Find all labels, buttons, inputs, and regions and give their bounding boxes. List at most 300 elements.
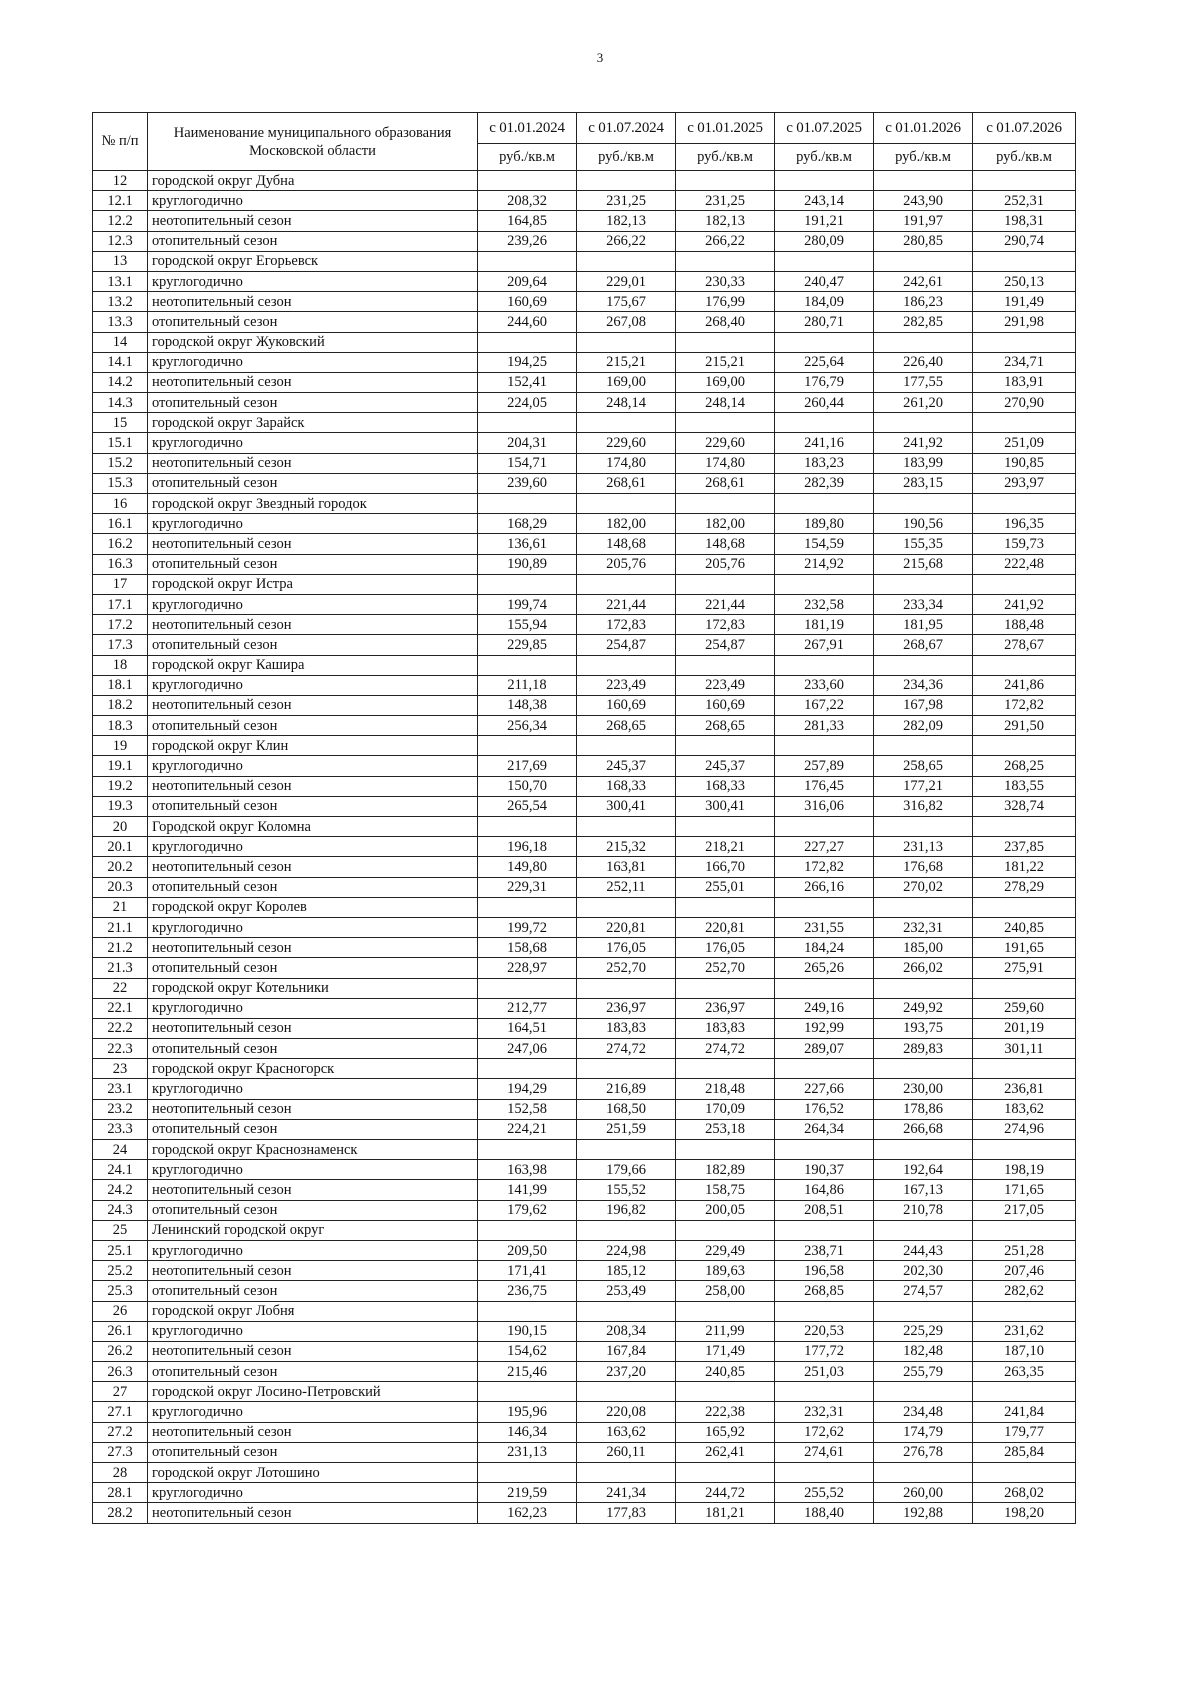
row-name: городской округ Истра <box>148 574 478 594</box>
row-number: 20.2 <box>93 857 148 877</box>
tariff-value-cell: 247,06 <box>478 1039 577 1059</box>
municipality-row <box>93 736 1076 756</box>
tariff-value-cell: 198,19 <box>973 1160 1076 1180</box>
tariff-value-cell <box>973 413 1076 433</box>
row-name: круглогодично <box>148 1079 478 1099</box>
table-row <box>93 1180 1076 1200</box>
row-number: 12.3 <box>93 231 148 251</box>
tariff-value-cell <box>775 1301 874 1321</box>
tariff-value-cell <box>775 978 874 998</box>
row-name: городской округ Кашира <box>148 655 478 675</box>
row-name: неотопительный сезон <box>148 534 478 554</box>
row-number: 21 <box>93 897 148 917</box>
tariff-value-cell <box>577 494 676 514</box>
table-row <box>93 1079 1076 1099</box>
tariff-value-cell: 189,63 <box>676 1261 775 1281</box>
tariff-value-cell: 258,00 <box>676 1281 775 1301</box>
tariff-value-cell: 201,19 <box>973 1018 1076 1038</box>
tariff-value-cell: 174,79 <box>874 1422 973 1442</box>
row-number: 16.2 <box>93 534 148 554</box>
tariff-value-cell: 261,20 <box>874 393 973 413</box>
row-number: 22.2 <box>93 1018 148 1038</box>
table-row <box>93 1503 1076 1523</box>
tariff-value-cell: 267,91 <box>775 635 874 655</box>
row-number: 15.3 <box>93 473 148 493</box>
tariff-value-cell: 183,55 <box>973 776 1076 796</box>
row-name: Городской округ Коломна <box>148 817 478 837</box>
tariff-value-cell: 167,84 <box>577 1341 676 1361</box>
tariff-value-cell: 170,09 <box>676 1099 775 1119</box>
row-name: неотопительный сезон <box>148 1503 478 1523</box>
tariff-value-cell: 259,60 <box>973 998 1076 1018</box>
row-number: 12 <box>93 171 148 191</box>
tariff-value-cell: 263,35 <box>973 1362 1076 1382</box>
row-name: отопительный сезон <box>148 1039 478 1059</box>
tariff-value-cell: 245,37 <box>577 756 676 776</box>
tariff-value-cell: 280,85 <box>874 231 973 251</box>
tariff-value-cell: 166,70 <box>676 857 775 877</box>
tariff-value-cell <box>676 574 775 594</box>
tariff-value-cell <box>577 978 676 998</box>
row-number: 17.2 <box>93 615 148 635</box>
table-row <box>93 271 1076 291</box>
tariff-value-cell: 221,44 <box>676 594 775 614</box>
tariff-value-cell: 278,29 <box>973 877 1076 897</box>
tariff-value-cell: 215,32 <box>577 837 676 857</box>
tariff-value-cell: 182,89 <box>676 1160 775 1180</box>
tariff-value-cell: 191,21 <box>775 211 874 231</box>
tariff-value-cell: 218,48 <box>676 1079 775 1099</box>
tariff-value-cell: 223,49 <box>676 675 775 695</box>
tariff-value-cell: 280,09 <box>775 231 874 251</box>
tariff-value-cell <box>973 655 1076 675</box>
row-number: 20.3 <box>93 877 148 897</box>
tariff-value-cell: 217,69 <box>478 756 577 776</box>
tariff-value-cell: 175,67 <box>577 292 676 312</box>
row-name: круглогодично <box>148 191 478 211</box>
tariff-value-cell <box>676 494 775 514</box>
tariff-value-cell: 183,83 <box>577 1018 676 1038</box>
tariff-value-cell <box>478 978 577 998</box>
tariff-value-cell <box>874 655 973 675</box>
row-number: 21.2 <box>93 938 148 958</box>
tariff-value-cell: 268,02 <box>973 1483 1076 1503</box>
tariff-value-cell: 241,84 <box>973 1402 1076 1422</box>
tariff-value-cell: 188,40 <box>775 1503 874 1523</box>
tariff-value-cell: 289,83 <box>874 1039 973 1059</box>
tariff-value-cell <box>577 251 676 271</box>
tariff-value-cell: 244,43 <box>874 1240 973 1260</box>
row-name: круглогодично <box>148 1321 478 1341</box>
tariff-value-cell: 167,22 <box>775 695 874 715</box>
tariff-value-cell: 164,85 <box>478 211 577 231</box>
tariff-value-cell: 253,18 <box>676 1119 775 1139</box>
table-row <box>93 756 1076 776</box>
tariff-value-cell: 172,62 <box>775 1422 874 1442</box>
tariff-value-cell: 190,15 <box>478 1321 577 1341</box>
tariff-value-cell <box>577 1382 676 1402</box>
tariff-value-cell: 183,62 <box>973 1099 1076 1119</box>
table-row <box>93 1160 1076 1180</box>
tariff-value-cell: 239,26 <box>478 231 577 251</box>
table-row <box>93 1099 1076 1119</box>
table-row <box>93 211 1076 231</box>
tariff-value-cell <box>973 736 1076 756</box>
tariff-value-cell: 160,69 <box>478 292 577 312</box>
tariff-value-cell <box>874 251 973 271</box>
tariff-value-cell: 225,64 <box>775 352 874 372</box>
table-row <box>93 1281 1076 1301</box>
tariff-value-cell: 209,50 <box>478 1240 577 1260</box>
table-row <box>93 635 1076 655</box>
row-number: 27.1 <box>93 1402 148 1422</box>
row-name: городской округ Королев <box>148 897 478 917</box>
tariff-value-cell: 251,03 <box>775 1362 874 1382</box>
tariff-value-cell: 234,48 <box>874 1402 973 1422</box>
tariff-value-cell <box>874 332 973 352</box>
tariff-value-cell: 244,60 <box>478 312 577 332</box>
tariff-value-cell <box>775 897 874 917</box>
row-name: отопительный сезон <box>148 393 478 413</box>
row-name: отопительный сезон <box>148 231 478 251</box>
row-name: отопительный сезон <box>148 1362 478 1382</box>
row-name: городской округ Клин <box>148 736 478 756</box>
tariff-value-cell: 184,09 <box>775 292 874 312</box>
row-name: неотопительный сезон <box>148 292 478 312</box>
tariff-value-cell: 148,68 <box>577 534 676 554</box>
tariff-value-cell: 240,85 <box>973 917 1076 937</box>
tariff-value-cell <box>577 1220 676 1240</box>
tariff-value-cell: 300,41 <box>577 796 676 816</box>
tariff-value-cell <box>478 494 577 514</box>
tariff-value-cell: 230,00 <box>874 1079 973 1099</box>
row-number: 17.1 <box>93 594 148 614</box>
tariff-value-cell <box>577 736 676 756</box>
tariff-value-cell: 149,80 <box>478 857 577 877</box>
tariff-value-cell <box>676 413 775 433</box>
tariff-value-cell <box>478 897 577 917</box>
tariff-value-cell: 268,61 <box>577 473 676 493</box>
row-name: круглогодично <box>148 1240 478 1260</box>
tariff-value-cell <box>874 494 973 514</box>
tariff-value-cell: 202,30 <box>874 1261 973 1281</box>
tariff-value-cell: 146,34 <box>478 1422 577 1442</box>
row-name: городской округ Жуковский <box>148 332 478 352</box>
row-number: 18 <box>93 655 148 675</box>
table-row <box>93 473 1076 493</box>
tariff-value-cell: 237,85 <box>973 837 1076 857</box>
row-number: 23.1 <box>93 1079 148 1099</box>
row-name: отопительный сезон <box>148 1442 478 1462</box>
municipality-row <box>93 817 1076 837</box>
tariff-value-cell <box>973 332 1076 352</box>
tariff-value-cell: 236,75 <box>478 1281 577 1301</box>
row-name: отопительный сезон <box>148 635 478 655</box>
tariff-value-cell: 282,62 <box>973 1281 1076 1301</box>
tariff-value-cell: 231,25 <box>577 191 676 211</box>
tariff-value-cell <box>577 413 676 433</box>
tariff-value-cell: 257,89 <box>775 756 874 776</box>
column-unit: руб./кв.м <box>577 144 676 171</box>
table-row <box>93 796 1076 816</box>
tariff-value-cell: 293,97 <box>973 473 1076 493</box>
row-name: неотопительный сезон <box>148 857 478 877</box>
tariff-value-cell: 254,87 <box>577 635 676 655</box>
row-name: круглогодично <box>148 352 478 372</box>
tariff-value-cell: 255,79 <box>874 1362 973 1382</box>
table-row <box>93 352 1076 372</box>
tariff-value-cell: 182,13 <box>676 211 775 231</box>
table-row <box>93 1018 1076 1038</box>
table-row <box>93 695 1076 715</box>
row-number: 12.2 <box>93 211 148 231</box>
tariff-value-cell: 231,55 <box>775 917 874 937</box>
tariff-value-cell: 328,74 <box>973 796 1076 816</box>
tariff-value-cell <box>577 817 676 837</box>
tariff-value-cell: 190,37 <box>775 1160 874 1180</box>
tariff-value-cell: 316,82 <box>874 796 973 816</box>
tariff-value-cell: 290,74 <box>973 231 1076 251</box>
tariff-value-cell: 167,13 <box>874 1180 973 1200</box>
table-row <box>93 1200 1076 1220</box>
tariff-value-cell: 165,92 <box>676 1422 775 1442</box>
tariff-value-cell: 220,53 <box>775 1321 874 1341</box>
table-row <box>93 1341 1076 1361</box>
row-name: неотопительный сезон <box>148 453 478 473</box>
tariff-value-cell: 162,23 <box>478 1503 577 1523</box>
tariff-value-cell: 241,34 <box>577 1483 676 1503</box>
row-number: 26.1 <box>93 1321 148 1341</box>
table-row <box>93 716 1076 736</box>
tariff-value-cell: 224,98 <box>577 1240 676 1260</box>
tariff-value-cell <box>676 736 775 756</box>
row-number: 15.1 <box>93 433 148 453</box>
tariff-value-cell: 282,09 <box>874 716 973 736</box>
tariff-value-cell: 248,14 <box>676 393 775 413</box>
tariff-value-cell: 217,05 <box>973 1200 1076 1220</box>
tariff-value-cell: 219,59 <box>478 1483 577 1503</box>
tariff-value-cell: 252,70 <box>676 958 775 978</box>
tariff-value-cell <box>577 1463 676 1483</box>
tariff-value-cell: 148,68 <box>676 534 775 554</box>
tariff-value-cell: 152,41 <box>478 372 577 392</box>
tariff-value-cell: 291,50 <box>973 716 1076 736</box>
table-row <box>93 312 1076 332</box>
table-row <box>93 372 1076 392</box>
tariff-value-cell: 176,99 <box>676 292 775 312</box>
tariff-value-cell: 168,29 <box>478 514 577 534</box>
table-row <box>93 393 1076 413</box>
tariff-value-cell <box>478 1220 577 1240</box>
tariff-value-cell: 199,74 <box>478 594 577 614</box>
tariff-value-cell: 274,72 <box>577 1039 676 1059</box>
row-name: городской округ Котельники <box>148 978 478 998</box>
tariff-value-cell <box>676 1140 775 1160</box>
tariff-value-cell: 238,71 <box>775 1240 874 1260</box>
row-name: неотопительный сезон <box>148 1180 478 1200</box>
column-unit: руб./кв.м <box>973 144 1076 171</box>
row-number: 19.3 <box>93 796 148 816</box>
row-name: отопительный сезон <box>148 473 478 493</box>
tariff-value-cell: 181,22 <box>973 857 1076 877</box>
table-row <box>93 1402 1076 1422</box>
table-row <box>93 1422 1076 1442</box>
tariff-value-cell: 268,65 <box>577 716 676 736</box>
tariff-value-cell: 190,56 <box>874 514 973 534</box>
tariff-value-cell: 167,98 <box>874 695 973 715</box>
tariff-value-cell <box>775 655 874 675</box>
tariff-value-cell <box>973 817 1076 837</box>
tariff-value-cell <box>775 1059 874 1079</box>
tariff-value-cell: 183,83 <box>676 1018 775 1038</box>
tariff-value-cell <box>874 817 973 837</box>
tariff-value-cell: 184,24 <box>775 938 874 958</box>
column-header-date: с 01.01.2025 <box>676 113 775 144</box>
tariff-value-cell <box>478 413 577 433</box>
row-number: 28.2 <box>93 1503 148 1523</box>
row-name: городской округ Лобня <box>148 1301 478 1321</box>
row-number: 16.1 <box>93 514 148 534</box>
tariff-value-cell <box>478 1140 577 1160</box>
tariff-value-cell: 192,88 <box>874 1503 973 1523</box>
tariff-value-cell <box>577 332 676 352</box>
tariff-value-cell: 221,44 <box>577 594 676 614</box>
table-row <box>93 998 1076 1018</box>
municipality-row <box>93 1301 1076 1321</box>
tariff-value-cell <box>973 171 1076 191</box>
tariff-value-cell: 280,71 <box>775 312 874 332</box>
table-row <box>93 958 1076 978</box>
tariff-value-cell <box>676 897 775 917</box>
tariff-value-cell: 260,44 <box>775 393 874 413</box>
tariff-value-cell: 187,10 <box>973 1341 1076 1361</box>
table-row <box>93 534 1076 554</box>
table-row <box>93 1240 1076 1260</box>
tariff-value-cell: 270,90 <box>973 393 1076 413</box>
tariff-value-cell <box>775 251 874 271</box>
table-row <box>93 292 1076 312</box>
row-number: 25 <box>93 1220 148 1240</box>
tariff-value-cell: 282,39 <box>775 473 874 493</box>
row-number: 13.2 <box>93 292 148 312</box>
tariff-value-cell <box>478 332 577 352</box>
tariff-value-cell: 181,95 <box>874 615 973 635</box>
tariff-value-cell: 239,60 <box>478 473 577 493</box>
tariff-value-cell <box>874 1220 973 1240</box>
row-number: 25.2 <box>93 1261 148 1281</box>
tariff-value-cell <box>775 413 874 433</box>
column-unit: руб./кв.м <box>478 144 577 171</box>
tariff-value-cell: 196,82 <box>577 1200 676 1220</box>
row-number: 21.3 <box>93 958 148 978</box>
tariff-value-cell: 193,75 <box>874 1018 973 1038</box>
tariff-value-cell: 168,50 <box>577 1099 676 1119</box>
tariff-value-cell <box>973 897 1076 917</box>
tariff-value-cell: 176,52 <box>775 1099 874 1119</box>
table-row <box>93 1362 1076 1382</box>
table-row <box>93 1321 1076 1341</box>
tariff-value-cell: 274,61 <box>775 1442 874 1462</box>
tariff-value-cell: 181,19 <box>775 615 874 635</box>
tariff-value-cell <box>676 1059 775 1079</box>
tariff-value-cell: 171,41 <box>478 1261 577 1281</box>
tariff-value-cell: 242,61 <box>874 271 973 291</box>
row-name: круглогодично <box>148 271 478 291</box>
tariff-value-cell: 268,67 <box>874 635 973 655</box>
municipality-row <box>93 1463 1076 1483</box>
tariff-value-cell <box>676 817 775 837</box>
row-name: отопительный сезон <box>148 312 478 332</box>
tariff-value-cell <box>676 171 775 191</box>
tariff-value-cell: 189,80 <box>775 514 874 534</box>
tariff-value-cell: 241,16 <box>775 433 874 453</box>
tariff-value-cell: 154,62 <box>478 1341 577 1361</box>
column-header-date: с 01.07.2025 <box>775 113 874 144</box>
tariff-value-cell: 169,00 <box>577 372 676 392</box>
row-number: 25.1 <box>93 1240 148 1260</box>
table-row <box>93 453 1076 473</box>
tariff-value-cell: 176,45 <box>775 776 874 796</box>
tariff-value-cell <box>874 1463 973 1483</box>
tariff-value-cell: 181,21 <box>676 1503 775 1523</box>
table-row <box>93 1442 1076 1462</box>
tariff-value-cell: 266,16 <box>775 877 874 897</box>
tariff-value-cell: 178,86 <box>874 1099 973 1119</box>
row-number: 12.1 <box>93 191 148 211</box>
tariff-value-cell: 191,97 <box>874 211 973 231</box>
row-name: отопительный сезон <box>148 1281 478 1301</box>
tariff-value-cell <box>973 1220 1076 1240</box>
row-number: 14.2 <box>93 372 148 392</box>
tariff-value-cell: 176,68 <box>874 857 973 877</box>
tariff-value-cell: 265,26 <box>775 958 874 978</box>
tariff-value-cell: 240,85 <box>676 1362 775 1382</box>
municipality-row <box>93 494 1076 514</box>
tariff-value-cell <box>478 655 577 675</box>
tariff-value-cell <box>676 1301 775 1321</box>
tariff-value-cell: 214,92 <box>775 554 874 574</box>
municipality-row <box>93 574 1076 594</box>
tariff-value-cell: 222,38 <box>676 1402 775 1422</box>
tariff-value-cell <box>775 736 874 756</box>
tariff-value-cell: 174,80 <box>676 453 775 473</box>
tariff-value-cell: 227,27 <box>775 837 874 857</box>
tariff-value-cell: 268,25 <box>973 756 1076 776</box>
tariff-value-cell: 174,80 <box>577 453 676 473</box>
tariff-value-cell <box>775 574 874 594</box>
municipality-row <box>93 978 1076 998</box>
row-name: отопительный сезон <box>148 1200 478 1220</box>
tariff-value-cell <box>676 1382 775 1402</box>
tariff-value-cell: 158,68 <box>478 938 577 958</box>
tariff-value-cell: 243,14 <box>775 191 874 211</box>
table-row <box>93 1039 1076 1059</box>
tariff-value-cell: 251,28 <box>973 1240 1076 1260</box>
tariff-value-cell: 278,67 <box>973 635 1076 655</box>
table-row <box>93 877 1076 897</box>
tariff-value-cell: 176,05 <box>676 938 775 958</box>
tariff-value-cell: 229,60 <box>676 433 775 453</box>
tariff-value-cell: 179,66 <box>577 1160 676 1180</box>
tariff-value-cell: 245,37 <box>676 756 775 776</box>
tariff-value-cell: 169,00 <box>676 372 775 392</box>
tariff-value-cell: 176,79 <box>775 372 874 392</box>
tariff-value-cell: 200,05 <box>676 1200 775 1220</box>
tariff-value-cell: 222,48 <box>973 554 1076 574</box>
tariff-value-cell: 182,00 <box>577 514 676 534</box>
tariff-value-cell: 224,05 <box>478 393 577 413</box>
tariff-value-cell: 237,20 <box>577 1362 676 1382</box>
